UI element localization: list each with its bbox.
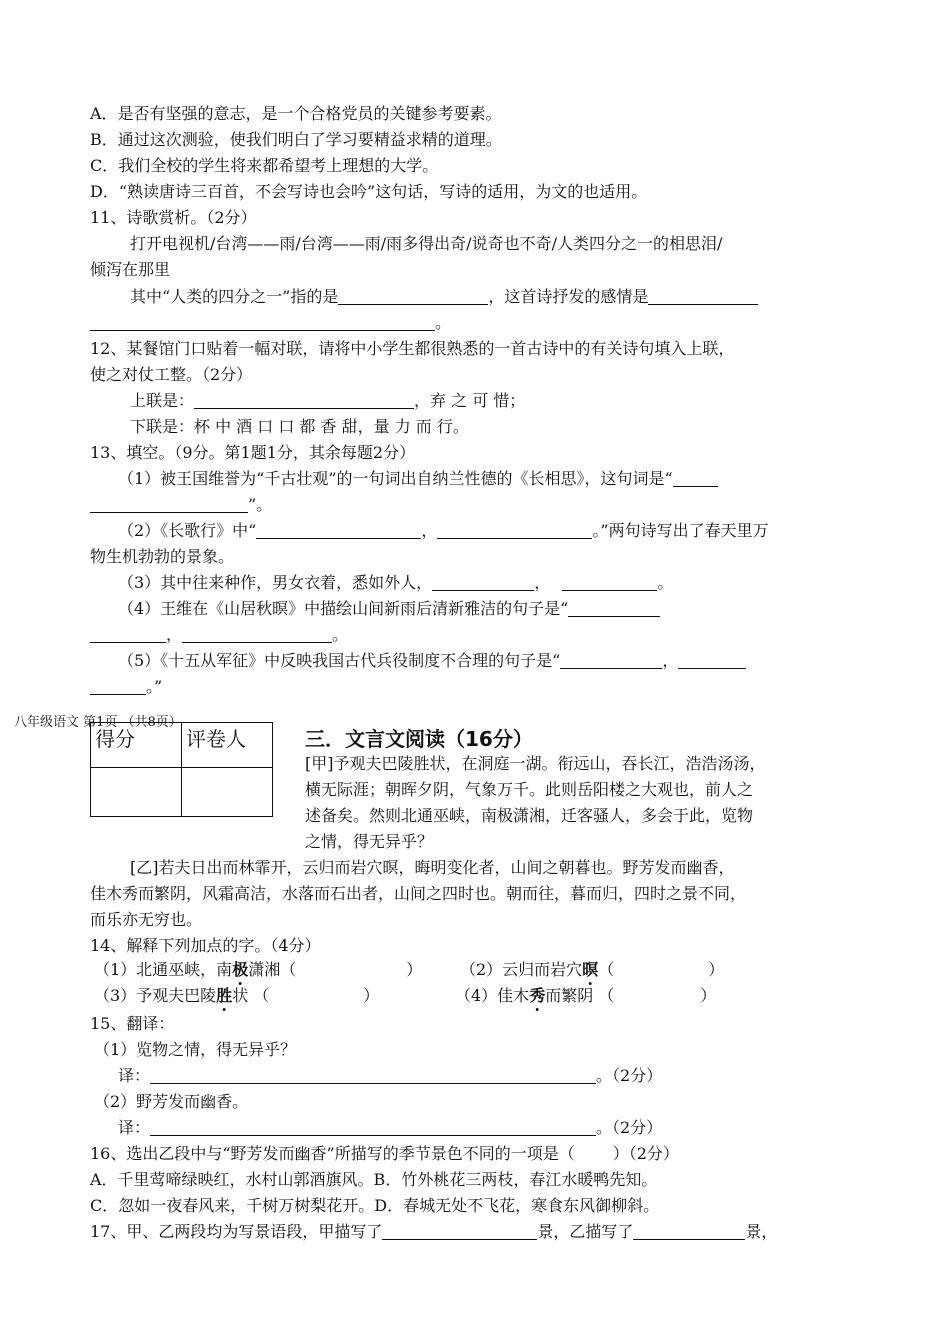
q17-blank-1[interactable]: [382, 1223, 537, 1240]
q14-title: 14、解释下列加点的字。（4分）: [90, 936, 321, 955]
q13-s2-comma: ，: [421, 521, 438, 540]
grader-cell[interactable]: [182, 768, 273, 817]
q13-s1-end: ”。: [248, 495, 273, 514]
q14-i3-open: 状 （: [232, 986, 270, 1005]
q16-text: 16、选出乙段中与“野芳发而幽香”所描写的季节景色不同的一项是（: [90, 1144, 575, 1163]
q14-i4-open: 而繁阴 （: [545, 986, 615, 1005]
q12-blank[interactable]: [194, 392, 414, 409]
q15-points-2: 。（2分）: [596, 1118, 663, 1137]
q16-options-ab: A．千里莺啼绿映红，水村山郭酒旗风。B．竹外桃花三两枝，春江水暖鸭先知。: [90, 1170, 658, 1189]
q14-i2-close: ）: [708, 960, 725, 979]
q14-i2-dotted-char: 暝: [582, 960, 599, 979]
passage-yi-line-1: [乙]若夫日出而林霏开，云归而岩穴暝，晦明变化者，山间之朝暮也。野芳发而幽香，: [130, 858, 735, 877]
score-header: 得分: [91, 723, 182, 768]
q13-item-1: [118, 469, 718, 489]
passage-yi-line-3: 而乐亦无穷也。: [90, 910, 203, 929]
q12-upper-rest: ，弃 之 可 惜；: [414, 391, 526, 410]
q13-s2-end: 。”两句诗写出了春天里万: [592, 521, 769, 540]
q11-answer-line: [90, 313, 451, 333]
q15-sentence-2: （2）野芳发而幽香。: [94, 1092, 249, 1111]
q14-i1-close: ）: [406, 960, 423, 979]
q14-item-4: [455, 986, 716, 1006]
q11-title: 11、诗歌赏析。（2分）: [90, 208, 257, 227]
q15-translation-1: [118, 1066, 662, 1086]
q13-item-2-cont: 物生机勃勃的景象。: [90, 547, 235, 566]
q11-poem-line-2: 倾泻在那里: [90, 260, 171, 279]
q13-s3-end: 。: [657, 573, 674, 592]
option-a: A．是否有坚强的意志，是一个合格党员的关键参考要素。: [90, 104, 502, 123]
q11-blank-2[interactable]: [648, 288, 758, 305]
q13-item-1-cont: [90, 495, 272, 515]
q16-end: ）（2分）: [612, 1144, 679, 1163]
q15-points-1: 。（2分）: [596, 1066, 663, 1085]
q11-poem-line-1: 打开电视机/台湾——雨/台湾——雨/雨多得出奇/说奇也不奇/人类四分之一的相思泪/: [130, 234, 723, 253]
passage-jia-line-2: 横无际涯；朝晖夕阴，气象万千。此则岳阳楼之大观也，前人之: [305, 780, 754, 799]
passage-jia-line-1: [甲]予观夫巴陵胜状，在洞庭一湖。衔远山，吞长江，浩浩汤汤，: [305, 754, 766, 773]
q15-title: 15、翻译：: [90, 1014, 175, 1033]
q12-line-2: 使之对仗工整。（2分）: [90, 365, 253, 384]
q13-s5-blank-2b[interactable]: [90, 678, 146, 695]
q17-line: [90, 1222, 777, 1242]
q15-label-1: 译：: [118, 1066, 151, 1085]
q13-item-3: [118, 573, 673, 593]
q13-s4-comma: ，: [166, 625, 183, 644]
q16-title: [90, 1144, 679, 1164]
q14-i4-dotted-char: 秀: [529, 986, 546, 1005]
q15-blank-2[interactable]: [150, 1119, 596, 1136]
q15-translation-2: [118, 1118, 662, 1138]
q14-i2-text: （2）云归而岩穴: [460, 960, 583, 979]
q13-s4-blank-a[interactable]: [568, 600, 660, 617]
passage-jia-line-4: 之情，得无异乎？: [305, 832, 434, 851]
q13-item-2: [118, 521, 769, 541]
q14-i3-dotted-char: 胜: [216, 986, 233, 1005]
q13-s4-end: 。: [332, 625, 349, 644]
q13-s4-blank-b[interactable]: [90, 626, 166, 643]
q13-s5-comma: ，: [662, 651, 679, 670]
grader-header: 评卷人: [182, 723, 273, 768]
q15-sentence-1: （1）览物之情，得无异乎？: [94, 1040, 297, 1059]
q16-options-cd: C．忽如一夜春风来，千树万树梨花开。D．春城无处不飞花，寒食东风御柳斜。: [90, 1196, 660, 1215]
q14-i4-text: （4）佳木: [455, 986, 530, 1005]
q17-text-a: 17、甲、乙两段均为写景语段，甲描写了: [90, 1222, 383, 1241]
q14-i1-text: （1）北通巫峡，南: [94, 960, 233, 979]
q11-end: 。: [435, 313, 452, 332]
q11-ask-a: 其中“人类的四分之一”指的是: [130, 287, 339, 306]
q14-i3-close: ）: [363, 986, 380, 1005]
q13-s1-blank-b[interactable]: [90, 496, 248, 513]
q13-item-5-cont: [90, 677, 162, 697]
q14-i4-close: ）: [700, 986, 717, 1005]
q13-item-4-cont: [90, 625, 348, 645]
q12-line-1: 12、某餐馆门口贴着一幅对联，请将中小学生都很熟悉的一首古诗中的有关诗句填入上联，: [90, 339, 735, 358]
q13-s5-blank-2a[interactable]: [678, 652, 746, 669]
q12-upper-couplet: [130, 391, 525, 411]
q14-item-1: [94, 960, 422, 980]
q14-item-2: [460, 960, 724, 980]
q13-s3-comma: ，: [534, 573, 551, 592]
q13-s3-blank-2[interactable]: [562, 574, 657, 591]
q12-upper-label: 上联是：: [130, 391, 195, 410]
q17-text-b: 景，乙描写了: [537, 1222, 634, 1241]
q11-question: [130, 287, 758, 307]
q13-s1-blank-a[interactable]: [673, 470, 718, 487]
q14-i1-dotted-char: 极: [232, 960, 249, 979]
q11-blank-1[interactable]: [338, 288, 488, 305]
q13-s5-blank-1[interactable]: [560, 652, 662, 669]
option-c: C．我们全校的学生将来都希望考上理想的大学。: [90, 156, 439, 175]
section-3-heading: 三．文言文阅读（16分）: [305, 727, 533, 751]
q13-s5-end: 。”: [146, 677, 163, 696]
score-cell[interactable]: [91, 768, 182, 817]
q13-s4-blank-2[interactable]: [182, 626, 332, 643]
q14-i2-open: （: [598, 960, 615, 979]
passage-yi-line-2: 佳木秀而繁阴，风霜高洁，水落而石出者，山间之四时也。朝而往，暮而归，四时之景不同，: [90, 884, 747, 903]
q13-item-5: [118, 651, 746, 671]
q13-item-4: [118, 599, 660, 619]
q13-s2-blank-2[interactable]: [437, 522, 592, 539]
q15-label-2: 译：: [118, 1118, 151, 1137]
q13-s1-text: （1）被王国维誉为“千古壮观”的一句词出自纳兰性德的《长相思》，这句词是“: [118, 469, 673, 488]
option-d: D．“熟读唐诗三百首，不会写诗也会吟”这句话，写诗的适用，为文的也适用。: [90, 182, 648, 201]
passage-jia-line-3: 述备矣。然则北通巫峡，南极潇湘，迁客骚人，多会于此，览物: [305, 806, 754, 825]
option-b: B．通过这次测验，使我们明白了学习要精益求精的道理。: [90, 130, 502, 149]
q17-blank-2[interactable]: [633, 1223, 745, 1240]
q11-blank-3[interactable]: [90, 314, 435, 331]
q14-i3-text: （3）予观夫巴陵: [94, 986, 217, 1005]
q11-ask-b: ，这首诗抒发的感情是: [488, 287, 649, 306]
q17-text-c: 景，: [745, 1222, 778, 1241]
q13-title: 13、填空。（9分。第1题1分，其余每题2分）: [90, 443, 416, 462]
q13-s5-text: （5）《十五从军征》中反映我国古代兵役制度不合理的句子是“: [118, 651, 561, 670]
q13-s2-blank-1[interactable]: [256, 522, 421, 539]
q12-lower-couplet: 下联是：杯 中 酒 口 口 都 香 甜，量 力 而 行。: [130, 417, 469, 436]
q13-s2-text: （2）《长歌行》中“: [118, 521, 257, 540]
q15-blank-1[interactable]: [150, 1067, 596, 1084]
score-table: [90, 722, 273, 817]
q14-item-3: [94, 986, 379, 1006]
page-footer: 八年级语文 第1页 （共8页）: [14, 715, 182, 730]
q13-s3-blank-1[interactable]: [432, 574, 534, 591]
q14-i1-open: 潇湘（: [248, 960, 297, 979]
q13-s3-text: （3）其中往来种作，男女衣着，悉如外人，: [118, 573, 433, 592]
q13-s4-text: （4）王维在《山居秋暝》中描绘山间新雨后清新雅洁的句子是“: [118, 599, 569, 618]
